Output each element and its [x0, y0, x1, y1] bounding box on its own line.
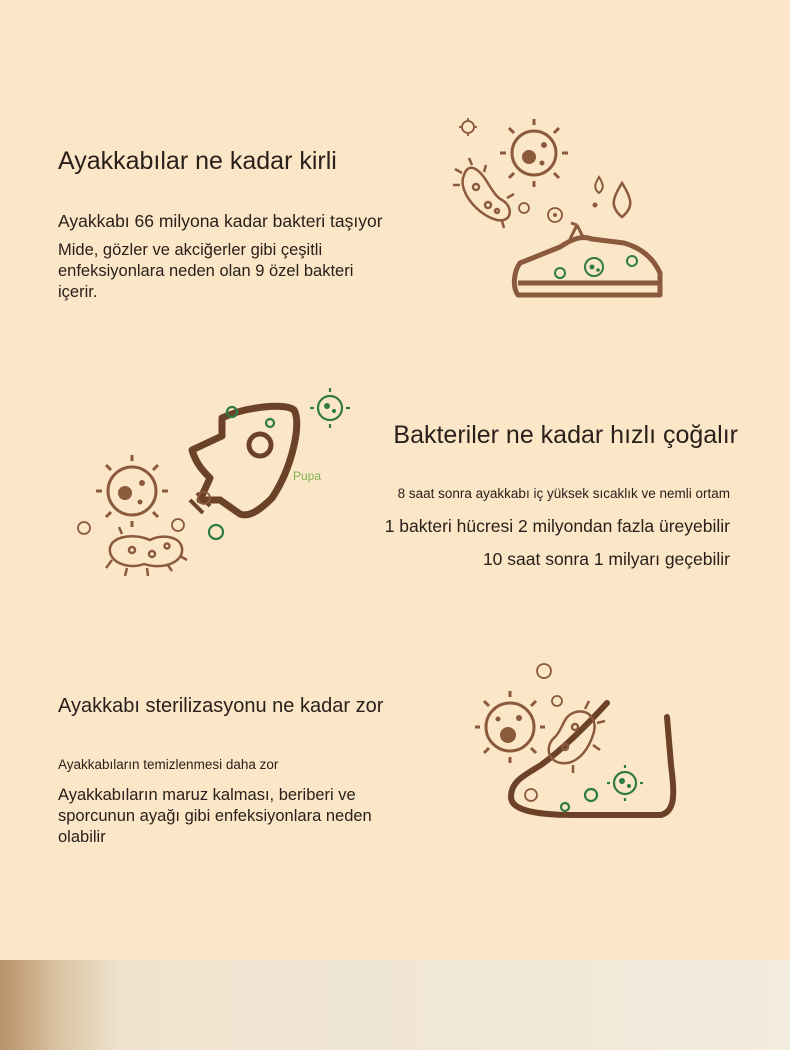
section2-line2: 10 saat sonra 1 milyarı geçebilir: [482, 549, 730, 569]
rocket-bacteria-illustration: [72, 388, 362, 583]
bacterium-icon: [106, 527, 187, 576]
virus-icon: [96, 455, 168, 527]
green-germ-icon: [555, 256, 637, 278]
section1-title: Ayakkabılar ne kadar kirli: [58, 147, 337, 175]
section1-lead: Ayakkabı 66 milyona kadar bakteri taşıyor: [58, 211, 383, 231]
foot-bacteria-illustration: [475, 655, 685, 835]
brand-watermark: Pupa: [293, 469, 322, 483]
green-germ-icon: [209, 388, 350, 539]
small-virus-icon: [459, 118, 477, 136]
section3-body: Ayakkabıların maruz kalması, beriberi ve sporcunun ayağı gibi enfeksiyonlara neden olabilir: [58, 786, 372, 846]
section2-small: 8 saat sonra ayakkabı iç yüksek sıcaklık ve nemli ortam: [397, 486, 730, 501]
water-drop-icon: [614, 183, 631, 217]
section3-title: Ayakkabı sterilizasyonu ne kadar zor: [58, 695, 384, 717]
water-drop-small-icon: [595, 177, 603, 193]
section2-title: Bakteriler ne kadar hızlı çoğalır: [393, 421, 738, 449]
virus-icon: [475, 691, 545, 763]
shoe-icon: [514, 237, 660, 295]
rocket-icon: [192, 406, 297, 515]
section3-small: Ayakkabıların temizlenmesi daha zor: [58, 757, 279, 772]
section1-body: Mide, gözler ve akciğerler gibi çeşitli enfeksiyonlara neden olan 9 özel bakteri içerir.: [58, 241, 354, 301]
rocket-window-icon: [249, 434, 271, 456]
bacterium-icon: [453, 158, 514, 228]
dirty-shoe-bacteria-illustration: [452, 115, 667, 305]
section2-line1: 1 bakteri hücresi 2 milyondan fazla üreyebilir: [384, 516, 730, 536]
bottom-texture-strip: [0, 960, 790, 1050]
